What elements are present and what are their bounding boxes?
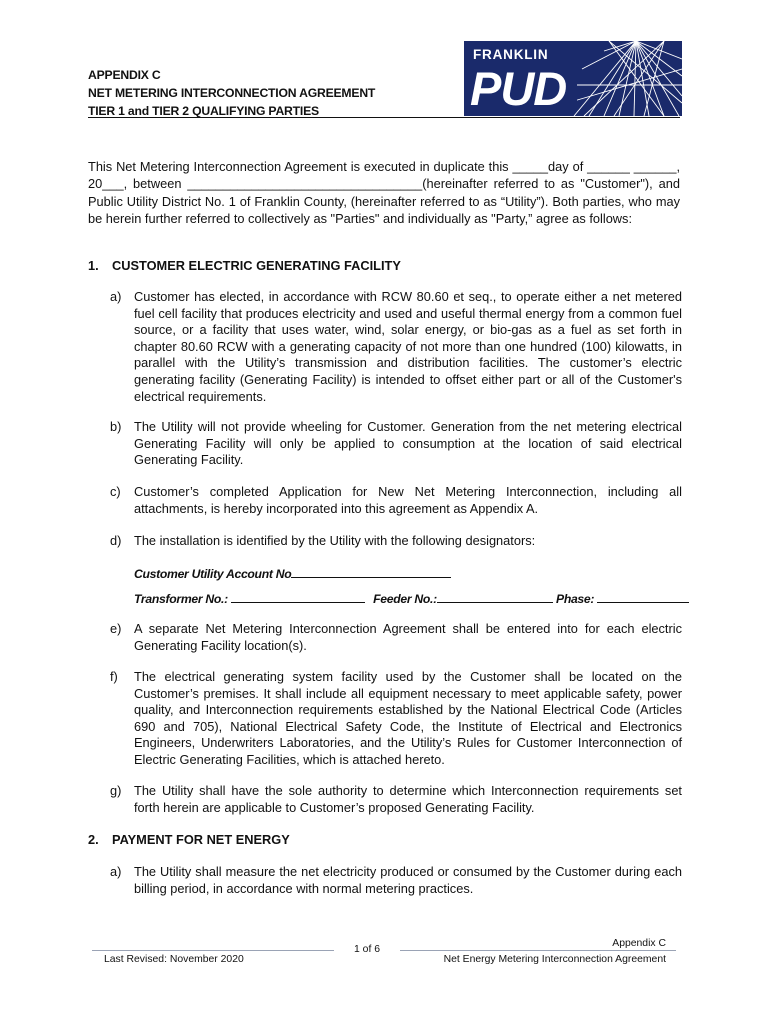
item-text: The Utility shall measure the net electricity produced or consumed by the Customer during each billing period, in accordance with normal metering practices. [134,864,682,896]
logo-main-text: PUD [470,62,567,115]
transformer-field[interactable] [231,590,365,603]
list-item-1d [110,533,682,550]
item-label: a) [110,864,122,879]
agreement-heading: NET METERING INTERCONNECTION AGREEMENT [88,86,376,100]
list-item-1f [110,669,682,769]
section-1-title: CUSTOMER ELECTRIC GENERATING FACILITY [112,258,401,273]
tier-heading: TIER 1 and TIER 2 QUALIFYING PARTIES [88,104,319,118]
item-text: Customer has elected, in accordance with RCW 80.60 et seq., to operate either a net metered fuel cell facility that produces electricity and used and useful thermal energy from a common fuel source, or a facility that uses water, wind, solar energy, or bio-gas as a fuel as set forth in chapter 80.60 RCW with a generating capacity of not more than one hundred (100) kilowatts, in parallel with the Utility’s transmission and distribution facilities. The customer’s electric generating facility (Generating Facility) is intended to offset either part or all of the Customer's electrical requirements. [134,289,682,404]
phase-label: Phase: [555,592,595,606]
intro-paragraph: This Net Metering Interconnection Agreement is executed in duplicate this _____day of ______ ______, 20___, between _________________________________(hereinafter referred to as "Customer"), and Public Utility District No. 1 of Franklin County, (hereinafter referred to as “Utility”). Both parties, who may be herein further referred to collectively as "Parties" and individually as "Party,” agree as follows: [88,159,680,227]
list-item-1a [110,289,682,405]
header-title-block [88,66,508,120]
footer-rule-left [92,950,334,951]
footer-document-title [366,936,666,967]
item-text: Customer’s completed Application for New Net Metering Interconnection, including all attachments, is hereby incorporated into this agreement as Appendix A. [134,484,682,516]
feeder-field[interactable] [437,590,553,603]
list-item-1e [110,621,682,654]
section-2-number: 2. [88,832,99,847]
item-text: The electrical generating system facility used by the Customer shall be located on the Customer’s premises. It shall include all equipment necessary to meet applicable safety, power quality, and Interconnection requirements established by the National Electrical Code (Articles 690 and 705), National Electrical Safety Code, the Institute of Electrical and Electronics Engineers, Underwriters Laboratories, and the Utility’s Rules for Customer Interconnection of Electric Generating Facilities, which is attached hereto. [134,669,682,767]
list-item-1g [110,783,682,816]
footer-agreement-name: Net Energy Metering Interconnection Agreement [443,953,666,965]
list-item-1b [110,419,682,469]
item-label: g) [110,783,122,798]
item-text: The Utility shall have the sole authority to determine which Interconnection requirements set forth herein are applicable to Customer’s proposed Generating Facility. [134,783,682,815]
item-text: A separate Net Metering Interconnection Agreement shall be entered into for each electric Generating Facility location(s). [134,621,682,653]
item-label: a) [110,289,122,304]
item-label: f) [110,669,118,684]
section-1-heading [88,257,680,274]
item-text: The installation is identified by the Utility with the following designators: [134,533,536,548]
account-number-label: Customer Utility Account No [134,567,292,581]
list-item-2a [110,864,682,897]
item-label: d) [110,533,122,548]
item-label: b) [110,419,122,434]
item-text: The Utility will not provide wheeling for Customer. Generation from the net metering electrical Generating Facility will only be applied to consumption at the location of said electrical Generating Facility. [134,419,682,468]
section-2-title: PAYMENT FOR NET ENERGY [112,832,290,847]
account-number-field[interactable] [291,565,451,578]
designators-row [134,590,689,607]
transformer-label: Transformer No.: [134,592,228,606]
feeder-label: Feeder No.: [373,592,437,606]
item-label: e) [110,621,122,636]
footer-revision: Last Revised: November 2020 [104,954,244,965]
franklin-pud-logo [464,41,682,116]
list-item-1c [110,484,682,517]
account-number-row [134,565,451,582]
footer-appendix: Appendix C [612,938,666,949]
logo-top-text: FRANKLIN [473,47,549,62]
page-number: 1 of 6 [354,944,380,955]
appendix-heading: APPENDIX C [88,68,161,82]
section-2-heading [88,831,680,848]
header-rule [88,117,680,118]
phase-field[interactable] [597,590,689,603]
item-label: c) [110,484,121,499]
section-1-number: 1. [88,258,99,273]
